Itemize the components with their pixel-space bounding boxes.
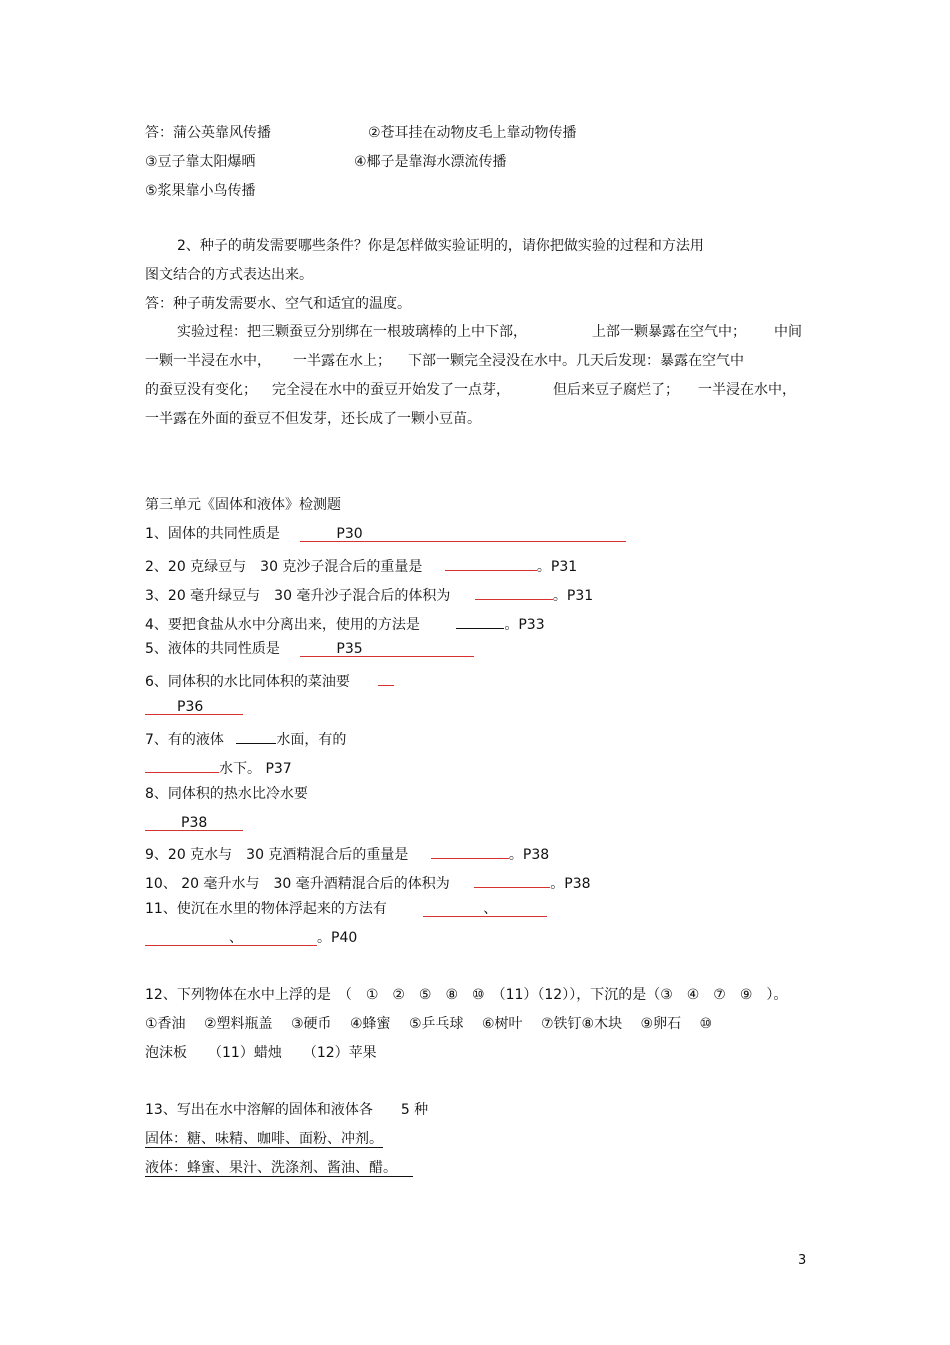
question-germination-line1: 2、种子的萌发需要哪些条件？你是怎样做实验证明的，请你把做实验的过程和方法用 bbox=[177, 238, 704, 254]
question-7-text-a: 7、有的液体 bbox=[145, 732, 224, 748]
question-8-continued bbox=[145, 814, 243, 832]
question-6 bbox=[145, 669, 394, 691]
question-7-text-c: 水下。 P37 bbox=[219, 761, 292, 777]
question-13-liquid bbox=[145, 1159, 413, 1177]
blank-5 bbox=[300, 640, 474, 657]
question-3-text: 3、20 毫升绿豆与 30 毫升沙子混合后的体积为 bbox=[145, 588, 451, 604]
blank-10-ref: 。P38 bbox=[550, 876, 591, 892]
question-1 bbox=[145, 525, 626, 543]
blank-11-ref: 。P40 bbox=[317, 930, 358, 946]
blank-8 bbox=[145, 814, 243, 831]
experiment-text-3c: 但后来豆子腐烂了； bbox=[553, 382, 679, 398]
question-6-continued bbox=[145, 698, 243, 716]
experiment-text-2b: 一半露在水上； bbox=[293, 353, 391, 369]
blank-7a bbox=[236, 727, 276, 744]
blank-7b bbox=[145, 756, 219, 773]
blank-1-ref: P30 bbox=[336, 526, 363, 542]
answer-germination: 答：种子萌发需要水、空气和适宜的温度。 bbox=[145, 296, 411, 312]
question-8-text: 8、同体积的热水比冷水要 bbox=[145, 786, 308, 802]
answer-seed-dispersal-4: ④椰子是靠海水漂流传播 bbox=[354, 154, 507, 170]
experiment-text-1a: 实验过程：把三颗蚕豆分别绑在一根玻璃棒的上中下部， bbox=[177, 324, 527, 340]
question-7-continued bbox=[145, 756, 292, 778]
blank-11-sep1: 、 bbox=[483, 901, 498, 917]
blank-11-sep2: 、 bbox=[229, 930, 243, 946]
question-12-line3: 泡沫板 （11）蜡烛 （12）苹果 bbox=[145, 1045, 377, 1061]
question-11 bbox=[145, 900, 547, 918]
answer-seed-dispersal-2: ②苍耳挂在动物皮毛上靠动物传播 bbox=[368, 125, 577, 141]
blank-5-ref: P35 bbox=[336, 641, 363, 657]
question-6-text: 6、同体积的水比同体积的菜油要 bbox=[145, 674, 350, 690]
answer-13-solid: 固体：糖、味精、咖啡、面粉、冲剂。 bbox=[145, 1131, 383, 1147]
question-7-text-b: 水面，有的 bbox=[276, 732, 347, 748]
blank-4-ref: 。P33 bbox=[504, 617, 545, 633]
blank-9-ref: 。P38 bbox=[508, 847, 550, 863]
blank-11b bbox=[145, 929, 317, 946]
question-1-text: 1、固体的共同性质是 bbox=[145, 526, 280, 542]
page-number: 3 bbox=[798, 1253, 807, 1268]
blank-6a bbox=[378, 669, 394, 686]
experiment-text-3b: 完全浸在水中的蚕豆开始发了一点芽， bbox=[272, 382, 510, 398]
question-5 bbox=[145, 640, 474, 658]
blank-1 bbox=[300, 525, 626, 542]
question-13: 13、写出在水中溶解的固体和液体各 5 种 bbox=[145, 1102, 429, 1118]
question-5-text: 5、液体的共同性质是 bbox=[145, 641, 280, 657]
blank-6-ref: P36 bbox=[177, 699, 204, 715]
experiment-text-1b: 上部一颗暴露在空气中； bbox=[592, 324, 746, 340]
blank-4 bbox=[456, 612, 504, 629]
experiment-text-2a: 一颗一半浸在水中， bbox=[145, 353, 271, 369]
question-12-line2: ①香油 ②塑料瓶盖 ③硬币 ④蜂蜜 ⑤乒乓球 ⑥树叶 ⑦铁钉⑧木块 ⑨卵石 ⑩ bbox=[145, 1016, 713, 1032]
experiment-text-2c: 下部一颗完全浸没在水中。几天后发现：暴露在空气中 bbox=[408, 353, 744, 369]
question-4-text: 4、要把食盐从水中分离出来，使用的方法是 bbox=[145, 617, 420, 633]
blank-3-ref: 。P31 bbox=[552, 588, 594, 604]
blank-9 bbox=[431, 842, 509, 859]
experiment-text-1c: 中间 bbox=[774, 324, 802, 340]
question-10-text: 10、 20 毫升水与 30 毫升酒精混合后的体积为 bbox=[145, 876, 450, 892]
blank-2 bbox=[445, 554, 537, 571]
answer-seed-dispersal-3: ③豆子靠太阳爆晒 bbox=[145, 154, 256, 170]
blank-2-ref: 。P31 bbox=[536, 559, 578, 575]
answer-seed-dispersal-5: ⑤浆果靠小鸟传播 bbox=[145, 183, 256, 199]
question-11-continued bbox=[145, 929, 357, 947]
question-8 bbox=[145, 785, 308, 803]
unit3-title: 第三单元《固体和液体》检测题 bbox=[145, 497, 341, 513]
question-4 bbox=[145, 612, 545, 634]
experiment-text-3a: 的蚕豆没有变化； bbox=[145, 382, 257, 398]
blank-6b bbox=[145, 698, 243, 715]
blank-3 bbox=[475, 583, 553, 600]
question-13-solid bbox=[145, 1130, 383, 1148]
experiment-text-3d: 一半浸在水中， bbox=[698, 382, 796, 398]
blank-8-ref: P38 bbox=[181, 815, 208, 831]
experiment-text-4: 一半露在外面的蚕豆不但发芽，还长成了一颗小豆苗。 bbox=[145, 411, 481, 427]
question-7 bbox=[145, 727, 346, 749]
question-3 bbox=[145, 583, 593, 605]
question-10 bbox=[145, 871, 591, 893]
question-11-text: 11、使沉在水里的物体浮起来的方法有 bbox=[145, 901, 387, 917]
blank-10 bbox=[474, 871, 550, 888]
question-2-text: 2、20 克绿豆与 30 克沙子混合后的重量是 bbox=[145, 559, 423, 575]
question-12-line1: 12、下列物体在水中上浮的是 （ ① ② ⑤ ⑧ ⑩ （11）（12）），下沉的是（③ ④ ⑦ ⑨ ）。 bbox=[145, 987, 788, 1003]
answer-seed-dispersal-1: 答：蒲公英靠风传播 bbox=[145, 125, 271, 141]
question-9-text: 9、20 克水与 30 克酒精混合后的重量是 bbox=[145, 847, 409, 863]
question-9 bbox=[145, 842, 549, 864]
answer-13-liquid: 液体：蜂蜜、果汁、洗涤剂、酱油、醋。 bbox=[145, 1159, 413, 1177]
question-germination-line2: 图文结合的方式表达出来。 bbox=[145, 267, 313, 283]
blank-11a bbox=[423, 900, 547, 917]
question-2 bbox=[145, 554, 577, 576]
